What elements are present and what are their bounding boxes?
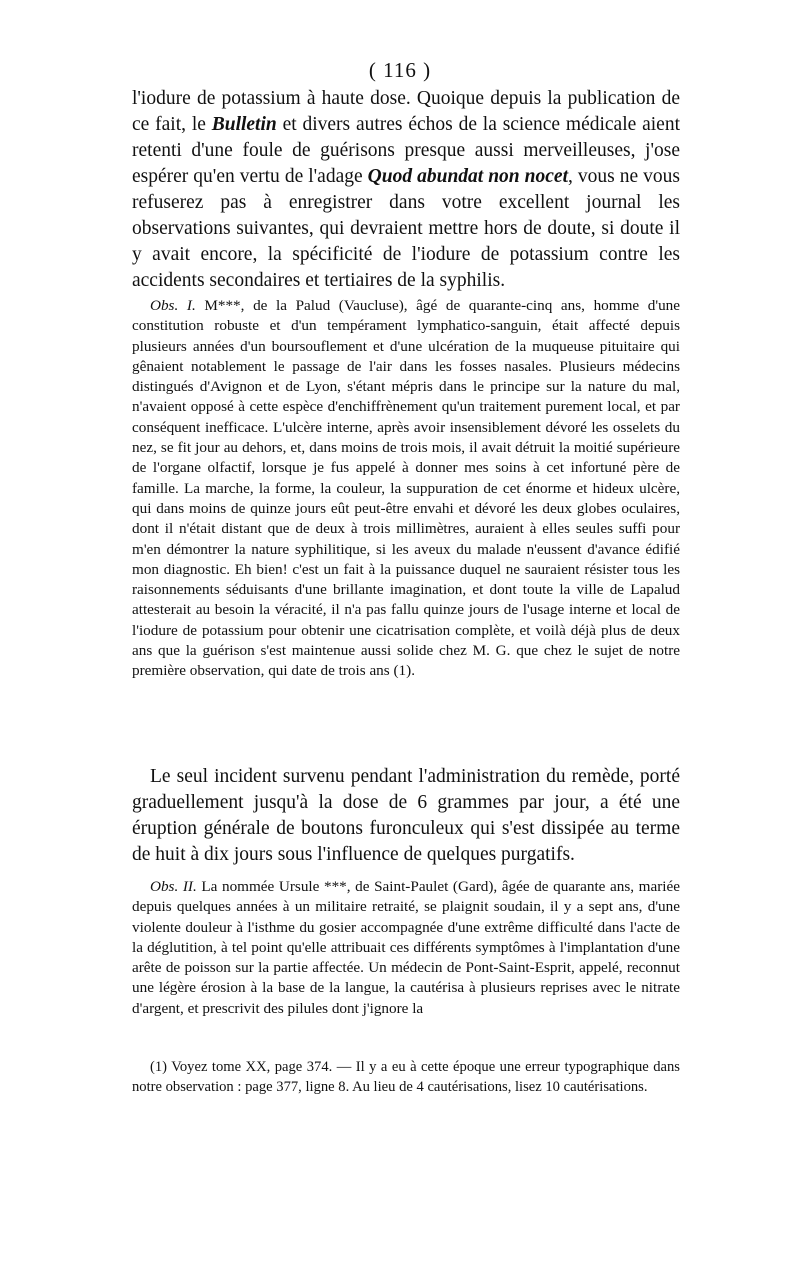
paragraph-intro — [132, 86, 680, 294]
latin-adage: Quod abundat non nocet — [367, 166, 568, 187]
observation-2-text: La nommée Ursule ***, de Saint-Paulet (Gard), âgée de quarante ans, mariée depuis quelques années à un militaire retraité, se plaignit soudain, il y a sept ans, d'une violente douleur à l'isthme du gosier accompagnée d'une extrême difficulté dans l'acte de la déglutition, à tel point qu'elle attribuait ces différents symptômes à l'implantation d'une arête de poisson sur la partie affectée. Un médecin de Pont-Saint-Esprit, appelé, reconnut une légère érosion à la base de la langue, la cautérisa à plusieurs reprises avec le nitrate d'argent, et prescrivit des pilules dont j'ignore la — [132, 878, 680, 1017]
observation-1-label: Obs. I. — [150, 297, 196, 314]
intro-text-3: , vous ne vous refuserez pas à enregistrer dans votre excellent journal les observations suivantes, qui devraient mettre hors de doute, si doute il y avait encore, la spécificité de l'iodure de potassium contre les accidents secondaires et tertiaires de la syphilis. — [132, 166, 680, 291]
observation-2-label: Obs. II. — [150, 878, 197, 895]
observation-1-text: M***, de la Palud (Vaucluse), âgé de quarante-cinq ans, homme d'une constitution robuste et d'un tempérament lymphatico-sanguin, était affecté depuis plusieurs années d'un boursouflement et d'une ulcération de la muqueuse pituitaire qui gênaient notablement le passage de l'air dans les fosses nasales. Plusieurs médecins distingués d'Avignon et de Lyon, s'étant mépris dans le principe sur la nature du mal, n'avaient opposé à cette espèce d'enchiffrènement qu'un traitement purement local, et par conséquent inefficace. L'ulcère interne, après avoir insensiblement dévoré les osselets du nez, se fit jour au dehors, et, dans moins de trois mois, il avait détruit la moitié supérieure de l'organe olfactif, lorsque je fus appelé à donner mes soins à cet infortuné père de famille. La marche, la forme, la couleur, la suppuration de cet énorme et hideux ulcère, qui dans moins de quinze jours eût peut-être envahi et dévoré les deux globes oculaires, dont il n'était distant que de deux à trois millimètres, auraient à elles seules suffi pour m'en démontrer la nature syphilitique, si les aveux du malade n'eussent d'avance édifié mon diagnostic. Eh bien! c'est un fait à la puissance duquel ne sauraient résister tous les raisonnements séduisants d'une brillante imagination, et dont toute la ville de Lapalud attesterait au besoin la véracité, il n'a pas fallu quinze jours de l'usage interne et local de l'iodure de potassium pour obtenir une cicatrisation complète, et voilà déjà plus de deux ans que la guérison s'est maintenue aussi solide chez M. G. que chez le sujet de notre première observation, qui date de trois ans (1). — [132, 297, 680, 680]
intro-text-1: l'iodure de potassium à haute dose. Quoique depuis la publication de ce fait, le — [132, 88, 680, 135]
observation-1 — [132, 296, 680, 682]
page-number: ( 116 ) — [368, 58, 432, 82]
bulletin-title: Bulletin — [211, 114, 277, 135]
observation-2 — [132, 877, 680, 1019]
paragraph-incident: Le seul incident survenu pendant l'administration du remède, porté graduellement jusqu'à la dose de 6 grammes par jour, a été une éruption générale de boutons furonculeux qui s'est dissipée au terme de huit à dix jours sous l'influence de quelques purgatifs. — [132, 766, 680, 865]
footnote: (1) Voyez tome XX, page 374. — Il y a eu à cette époque une erreur typographique dans notre observation : page 377, ligne 8. Au lieu de 4 cautérisations, lisez 10 cautérisations. — [132, 1059, 680, 1095]
intro-text-2: et divers autres échos de la science médicale aient retenti d'une foule de guérisons presque aussi merveilleuses, j'ose espérer qu'en vertu de l'adage — [132, 114, 680, 187]
